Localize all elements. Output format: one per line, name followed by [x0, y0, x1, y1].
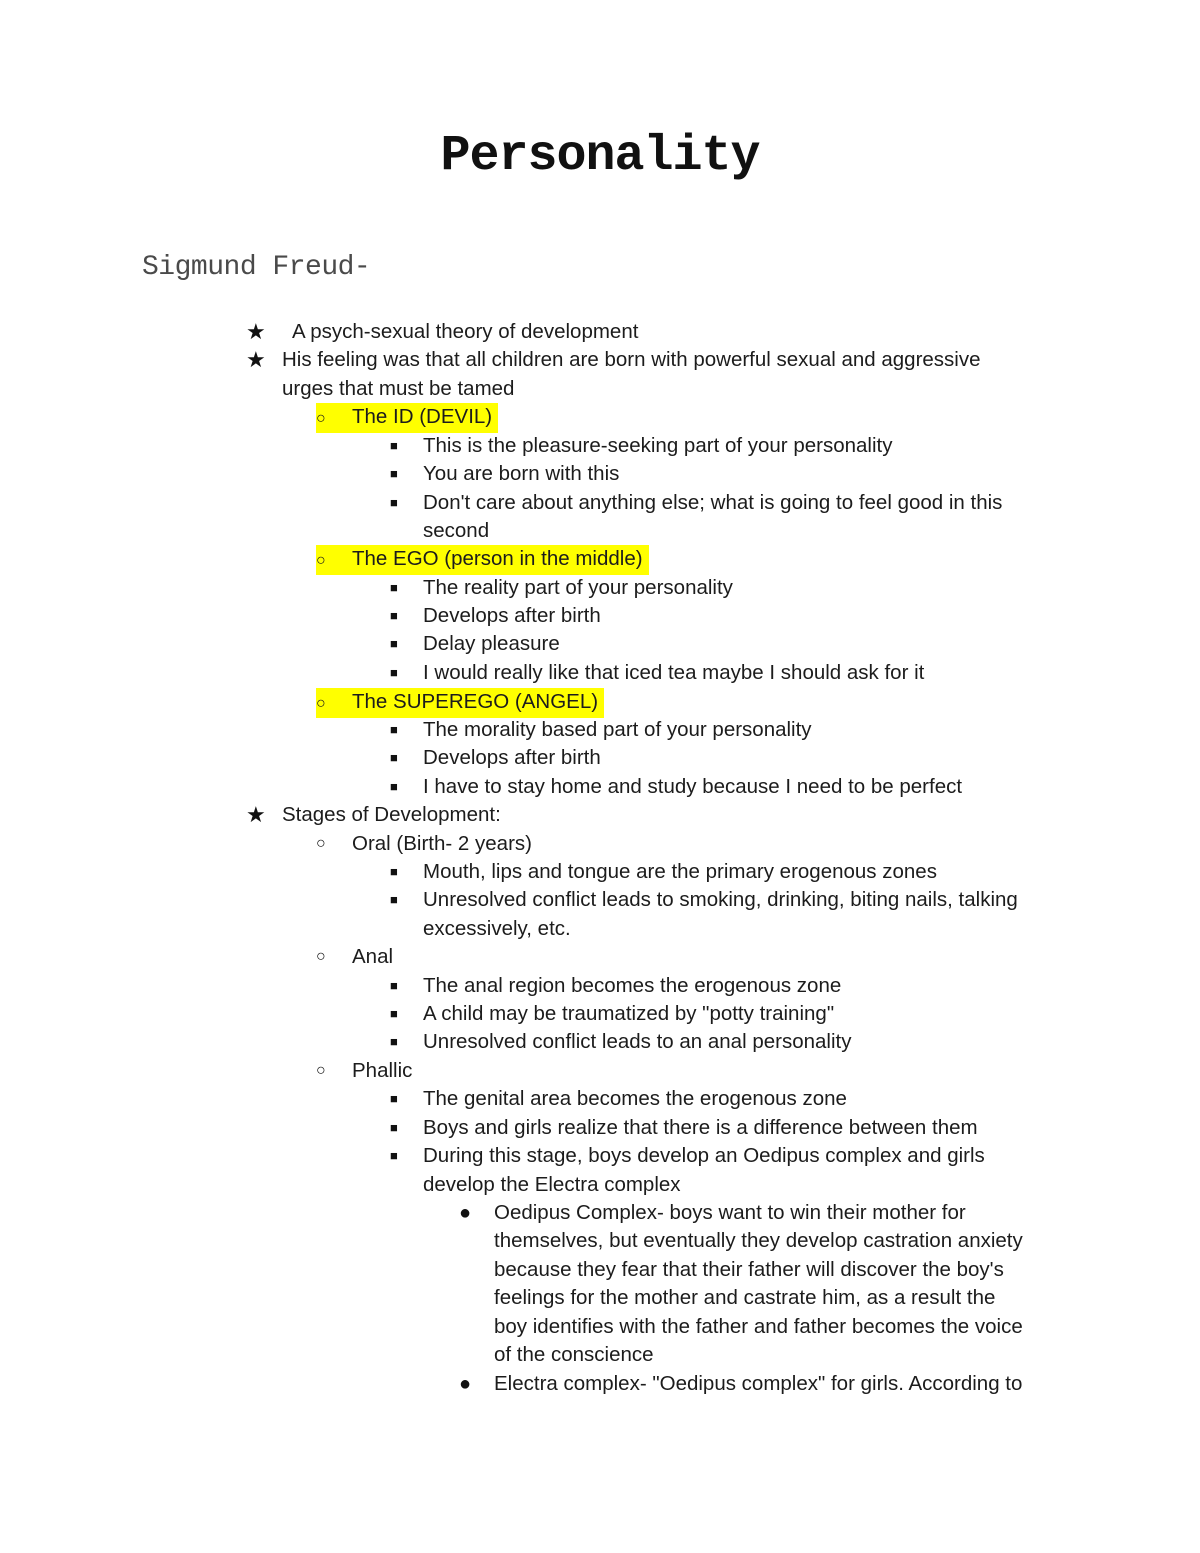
- list-item: I have to stay home and study because I need to be perfect: [423, 775, 963, 798]
- list-item-continuation: second: [423, 519, 490, 542]
- square-icon: ■: [390, 466, 398, 481]
- dot-icon: ●: [459, 1373, 472, 1395]
- list-item: His feeling was that all children are born with powerful sexual and aggressive: [282, 348, 981, 371]
- square-icon: ■: [390, 438, 398, 453]
- square-icon: ■: [390, 1034, 398, 1049]
- square-icon: ■: [390, 864, 398, 879]
- square-icon: ■: [390, 1120, 398, 1135]
- list-item-continuation: boy identifies with the father and father becomes the voice: [494, 1315, 1023, 1338]
- list-item-continuation: themselves, but eventually they develop castration anxiety: [494, 1229, 1023, 1252]
- list-item: This is the pleasure-seeking part of your personality: [423, 434, 893, 457]
- square-icon: ■: [390, 722, 398, 737]
- circle-icon: ○: [316, 552, 326, 569]
- list-item-continuation: because they fear that their father will discover the boy's: [494, 1258, 1004, 1281]
- list-item: The anal region becomes the erogenous zone: [423, 974, 842, 997]
- list-item-continuation: excessively, etc.: [423, 917, 571, 940]
- list-item: Delay pleasure: [423, 632, 560, 655]
- square-icon: ■: [390, 1148, 398, 1163]
- list-item-continuation: urges that must be tamed: [282, 377, 515, 400]
- list-item: During this stage, boys develop an Oedipus complex and girls: [423, 1144, 985, 1167]
- list-item: A psych-sexual theory of development: [292, 320, 639, 343]
- square-icon: ■: [390, 608, 398, 623]
- list-item: Don't care about anything else; what is going to feel good in this: [423, 491, 1003, 514]
- square-icon: ■: [390, 978, 398, 993]
- square-icon: ■: [390, 892, 398, 907]
- highlighted-subitem-superego: [316, 688, 604, 718]
- list-item-continuation: develop the Electra complex: [423, 1173, 681, 1196]
- star-icon: ★: [246, 802, 266, 827]
- star-icon: ★: [246, 319, 266, 344]
- list-item: A child may be traumatized by "potty training": [423, 1002, 835, 1025]
- square-icon: ■: [390, 580, 398, 595]
- list-item: Develops after birth: [423, 604, 601, 627]
- list-item-continuation: feelings for the mother and castrate him, as a result the: [494, 1286, 996, 1309]
- highlighted-subitem-ego: [316, 545, 649, 575]
- circle-icon: ○: [316, 410, 326, 427]
- square-icon: ■: [390, 495, 398, 510]
- list-item: Boys and girls realize that there is a difference between them: [423, 1116, 978, 1139]
- circle-icon: ○: [316, 948, 326, 965]
- star-icon: ★: [246, 347, 266, 372]
- list-item: The morality based part of your personality: [423, 718, 812, 741]
- subitem-label: The SUPEREGO (ANGEL): [352, 690, 599, 713]
- subitem-label: The ID (DEVIL): [352, 405, 493, 428]
- list-item: Phallic: [352, 1059, 413, 1082]
- list-item: I would really like that iced tea maybe I should ask for it: [423, 661, 925, 684]
- list-item: Oedipus Complex- boys want to win their mother for: [494, 1201, 966, 1224]
- list-item: Develops after birth: [423, 746, 601, 769]
- section-heading: Sigmund Freud-: [142, 252, 371, 283]
- square-icon: ■: [390, 1006, 398, 1021]
- square-icon: ■: [390, 1091, 398, 1106]
- circle-icon: ○: [316, 835, 326, 852]
- circle-icon: ○: [316, 695, 326, 712]
- list-item-continuation: of the conscience: [494, 1343, 654, 1366]
- square-icon: ■: [390, 779, 398, 794]
- square-icon: ■: [390, 636, 398, 651]
- circle-icon: ○: [316, 1062, 326, 1079]
- list-item: Stages of Development:: [282, 803, 501, 826]
- list-item: The reality part of your personality: [423, 576, 733, 599]
- list-item: Unresolved conflict leads to smoking, drinking, biting nails, talking: [423, 888, 1018, 911]
- highlighted-subitem-id: [316, 403, 498, 433]
- list-item: Unresolved conflict leads to an anal personality: [423, 1030, 852, 1053]
- dot-icon: ●: [459, 1202, 472, 1224]
- list-item: You are born with this: [423, 462, 620, 485]
- list-item: Anal: [352, 945, 394, 968]
- list-item: Electra complex- "Oedipus complex" for girls. According to: [494, 1372, 1023, 1395]
- list-item: Oral (Birth- 2 years): [352, 832, 532, 855]
- list-item: The genital area becomes the erogenous zone: [423, 1087, 847, 1110]
- square-icon: ■: [390, 665, 398, 680]
- page-title: Personality: [440, 128, 760, 185]
- subitem-label: The EGO (person in the middle): [352, 547, 643, 570]
- list-item: Mouth, lips and tongue are the primary erogenous zones: [423, 860, 937, 883]
- square-icon: ■: [390, 750, 398, 765]
